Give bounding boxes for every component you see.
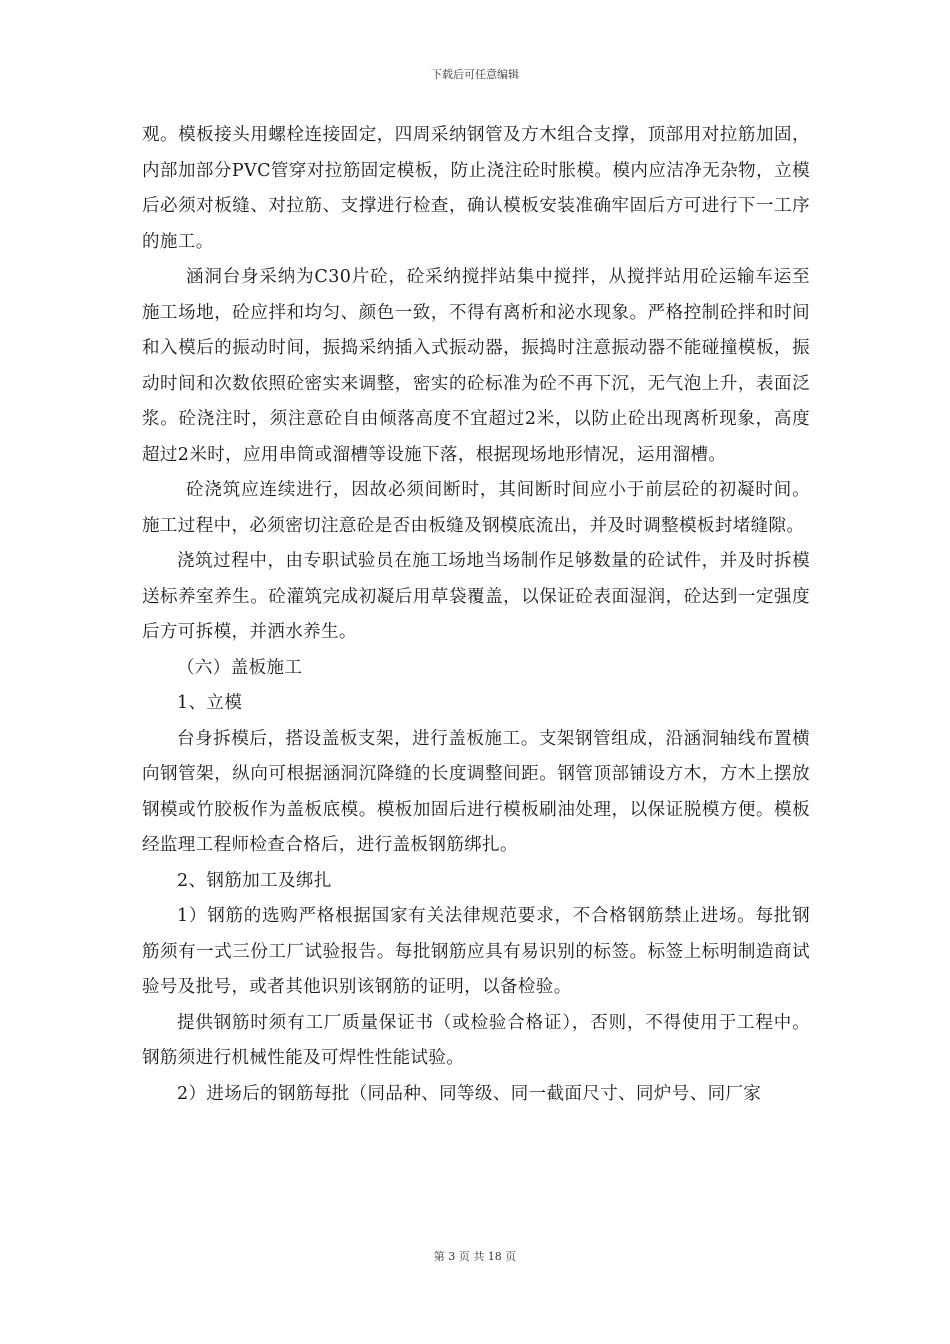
subheading-formwork: 1、立模 bbox=[177, 693, 243, 713]
paragraph-rebar-certificate: 提供钢筋时须有工厂质量保证书（或检验合格证），否则，不得使用于工程中。钢筋须进行机械性能及可焊性性能试验。 bbox=[142, 1012, 810, 1068]
page-footer: 第 3 页 共 18 页 bbox=[433, 1250, 517, 1263]
section-heading-cover-slab: （六）盖板施工 bbox=[177, 657, 303, 678]
document-body bbox=[142, 118, 810, 1112]
paragraph-continuous-pour: 砼浇筑应连续进行，因故必须间断时，其间断时间应小于前层砼的初凝时间。施工过程中，必须密切注意砼是否由板缝及钢模底流出，并及时调整模板封堵缝隙。 bbox=[142, 480, 810, 536]
paragraph-support-frame: 台身拆模后，搭设盖板支架，进行盖板施工。支架钢管组成，沿涵洞轴线布置横向钢管架，纵向可根据涵洞沉降缝的长度调整间距。钢管顶部铺设方木，方木上摆放钢模或竹胶板作为盖板底模。模板加固后进行模板刷油处理，以保证脱模方便。模板经监理工程师检查合格后，进行盖板钢筋绑扎。 bbox=[142, 728, 810, 855]
subheading-rebar: 2、钢筋加工及绑扎 bbox=[177, 870, 332, 891]
paragraph-rebar-batch: 2）进场后的钢筋每批（同品种、同等级、同一截面尺寸、同炉号、同厂家 bbox=[177, 1083, 762, 1104]
paragraph-curing: 浇筑过程中，由专职试验员在施工场地当场制作足够数量的砼试件，并及时拆模送标养室养生。砼灌筑完成初凝后用草袋覆盖，以保证砼表面湿润，砼达到一定强度后方可拆模，并洒水养生。 bbox=[142, 551, 810, 642]
paragraph-formwork: 观。模板接头用螺栓连接固定，四周采纳钢管及方木组合支撑，顶部用对拉筋加固，内部加部分PVC管穿对拉筋固定模板，防止浇注砼时胀模。模内应洁净无杂物，立模后必须对板缝、对拉筋、支撑进行检查，确认模板安装准确牢固后方可进行下一工序的施工。 bbox=[142, 125, 810, 252]
paragraph-rebar-purchase: 1）钢筋的选购严格根据国家有关法律规范要求，不合格钢筋禁止进场。每批钢筋须有一式三份工厂试验报告。每批钢筋应具有易识别的标签。标签上标明制造商试验号及批号，或者其他识别该钢筋的证明，以备检验。 bbox=[142, 906, 810, 997]
page-header: 下载后可任意编辑 bbox=[431, 68, 519, 81]
paragraph-concrete-body: 涵洞台身采纳为C30片砼，砼采纳搅拌站集中搅拌，从搅拌站用砼运输车运至施工场地，砼应拌和均匀、颜色一致，不得有离析和泌水现象。严格控制砼拌和时间和入模后的振动时间，振捣采纳插入式振动器，振捣时注意振动器不能碰撞模板，振动时间和次数依照砼密实来调整，密实的砼标准为砼不再下沉，无气泡上升，表面泛浆。砼浇注时，须注意砼自由倾落高度不宜超过2米，以防止砼出现离析现象，高度超过2米时，应用串筒或溜槽等设施下落，根据现场地形情况，运用溜槽。 bbox=[142, 267, 810, 465]
